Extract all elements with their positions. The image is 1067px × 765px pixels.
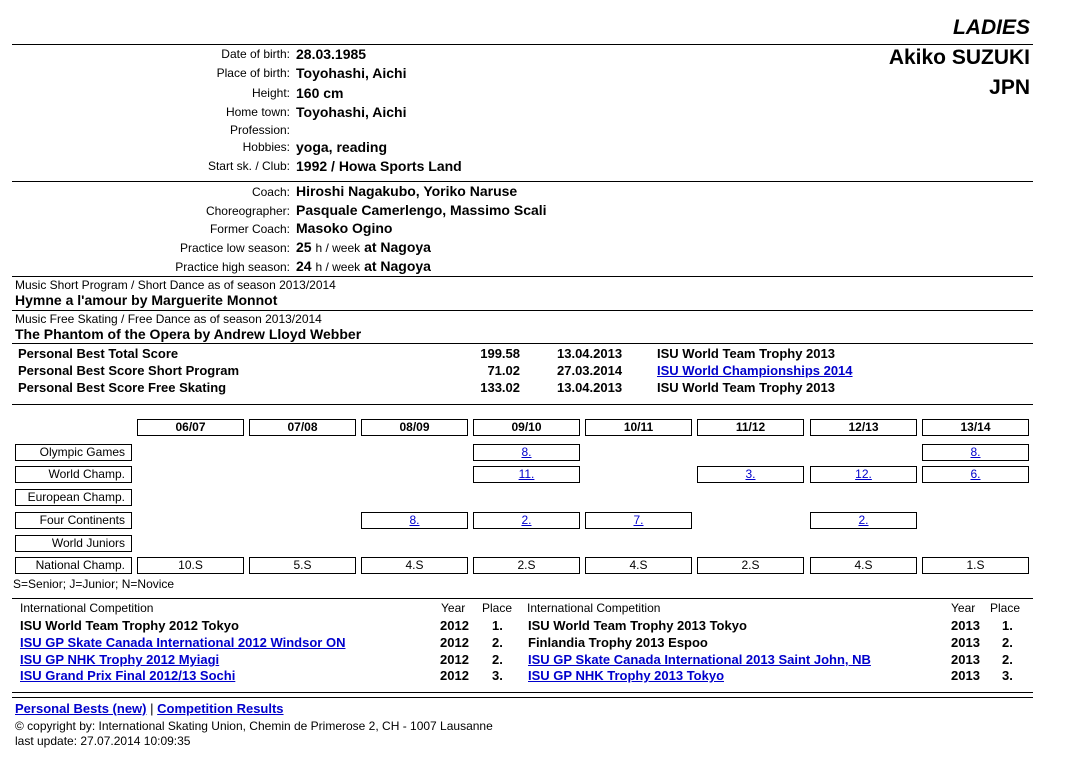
competition-link[interactable]: ISU Grand Prix Final 2012/13 Sochi	[20, 668, 236, 683]
result-cell: 5.S	[249, 557, 356, 574]
divider	[12, 697, 1033, 698]
year-header: Year	[441, 601, 466, 615]
divider	[12, 310, 1033, 311]
season-header: 11/12	[697, 419, 804, 436]
season-header: 12/13	[810, 419, 917, 436]
result-link-cell[interactable]	[473, 466, 580, 483]
season-header: 09/10	[473, 419, 580, 436]
music-short-title: Hymne a l'amour by Marguerite Monnot	[15, 292, 278, 308]
result-link[interactable]: 2.	[858, 513, 869, 527]
competition-place: 2.	[492, 635, 503, 650]
bio-label: Height:	[251, 86, 290, 100]
pb-event-link[interactable]: ISU World Championships 2014	[657, 363, 853, 378]
footer-separator: |	[150, 701, 154, 716]
category-title: LADIES	[952, 16, 1030, 39]
competition-year: 2013	[951, 652, 980, 667]
result-link-cell[interactable]	[473, 444, 580, 461]
competition-year: 2013	[951, 668, 980, 683]
practice-high-value: 24 h / week at Nagoya	[296, 258, 431, 274]
competition-link[interactable]: ISU GP Skate Canada International 2012 Windsor ON	[20, 635, 346, 650]
result-link-cell[interactable]	[922, 444, 1029, 461]
divider	[12, 404, 1033, 405]
comp-header: International Competition	[527, 601, 661, 615]
result-cell: 10.S	[137, 557, 244, 574]
divider	[12, 44, 1033, 45]
competition-year: 2013	[951, 635, 980, 650]
legend: S=Senior; J=Junior; N=Novice	[13, 577, 175, 591]
result-link-cell[interactable]	[697, 466, 804, 483]
place-header: Place	[990, 601, 1021, 615]
bio-value: yoga, reading	[296, 139, 388, 155]
practice-low-value: 25 h / week at Nagoya	[296, 239, 431, 255]
result-link-cell[interactable]	[810, 512, 917, 529]
divider	[12, 276, 1033, 277]
comp-header: International Competition	[20, 601, 154, 615]
result-link-cell[interactable]	[585, 512, 692, 529]
result-link[interactable]: 8.	[521, 445, 532, 459]
bio-value: 28.03.1985	[296, 46, 367, 62]
competition-place: 2.	[1002, 652, 1013, 667]
pb-event: ISU World Team Trophy 2013	[657, 346, 835, 361]
pb-label: Personal Best Score Short Program	[18, 363, 240, 378]
place-header: Place	[482, 601, 513, 615]
skater-nation: JPN	[989, 76, 1030, 99]
former-coach-label: Former Coach:	[209, 222, 290, 236]
result-cell: 2.S	[473, 557, 580, 574]
year-header: Year	[951, 601, 976, 615]
pb-label: Personal Best Score Free Skating	[18, 380, 227, 395]
competition-year: 2013	[951, 618, 980, 633]
bio-value: Toyohashi, Aichi	[296, 104, 407, 120]
competition-name: ISU World Team Trophy 2012 Tokyo	[20, 618, 239, 633]
music-short-heading: Music Short Program / Short Dance as of season 2013/2014	[15, 278, 336, 292]
result-row-label: World Champ.	[15, 466, 132, 483]
result-row-label: National Champ.	[15, 557, 132, 574]
competition-year: 2012	[440, 635, 469, 650]
competition-link[interactable]: ISU GP NHK Trophy 2012 Myiagi	[20, 652, 220, 667]
result-link[interactable]: 6.	[970, 467, 981, 481]
bio-label: Home town:	[225, 105, 290, 119]
practice-low-label: Practice low season:	[179, 241, 290, 255]
pb-date: 13.04.2013	[557, 380, 623, 395]
result-link-cell[interactable]	[810, 466, 917, 483]
bio-label: Date of birth:	[221, 47, 290, 61]
pb-date: 13.04.2013	[557, 346, 623, 361]
coach-label: Coach:	[251, 185, 290, 199]
season-header: 10/11	[585, 419, 692, 436]
bio-label: Profession:	[229, 123, 290, 137]
choreographer-value: Pasquale Camerlengo, Massimo Scali	[296, 202, 547, 218]
pb-label: Personal Best Total Score	[18, 346, 179, 361]
season-header: 13/14	[922, 419, 1029, 436]
result-link[interactable]: 7.	[633, 513, 644, 527]
competition-name: ISU World Team Trophy 2013 Tokyo	[528, 618, 747, 633]
pb-score: 71.02	[487, 363, 520, 378]
competition-place: 2.	[1002, 635, 1013, 650]
divider	[12, 598, 1033, 599]
competition-place: 1.	[1002, 618, 1013, 633]
season-header: 07/08	[249, 419, 356, 436]
competition-name: Finlandia Trophy 2013 Espoo	[528, 635, 708, 650]
result-link[interactable]: 12.	[855, 467, 872, 481]
competition-place: 3.	[492, 668, 503, 683]
bio-value: Toyohashi, Aichi	[296, 65, 407, 81]
result-cell: 4.S	[585, 557, 692, 574]
result-cell: 1.S	[922, 557, 1029, 574]
personal-bests-link[interactable]: Personal Bests (new)	[15, 701, 147, 716]
footer-links	[15, 701, 284, 716]
pb-score: 133.02	[480, 380, 520, 395]
result-link-cell[interactable]	[473, 512, 580, 529]
result-link[interactable]: 11.	[518, 467, 535, 481]
last-update: last update: 27.07.2014 10:09:35	[15, 734, 191, 748]
competition-place: 2.	[492, 652, 503, 667]
practice-high-label: Practice high season:	[175, 260, 290, 274]
coach-value: Hiroshi Nagakubo, Yoriko Naruse	[296, 183, 518, 199]
result-link[interactable]: 8.	[970, 445, 981, 459]
divider	[12, 181, 1033, 182]
bio-label: Start sk. / Club:	[207, 159, 290, 173]
result-cell: 4.S	[361, 557, 468, 574]
competition-link[interactable]: ISU GP Skate Canada International 2013 Saint John, NB	[528, 652, 871, 667]
music-free-title: The Phantom of the Opera by Andrew Lloyd Webber	[15, 326, 362, 342]
competition-place: 3.	[1002, 668, 1013, 683]
competition-year: 2012	[440, 668, 469, 683]
result-row-label: World Juniors	[15, 535, 132, 552]
result-row-label: Four Continents	[15, 512, 132, 529]
season-header: 08/09	[361, 419, 468, 436]
pb-event: ISU World Team Trophy 2013	[657, 380, 835, 395]
result-link[interactable]: 3.	[745, 467, 756, 481]
result-link-cell[interactable]	[361, 512, 468, 529]
competition-link[interactable]: ISU GP NHK Trophy 2013 Tokyo	[528, 668, 725, 683]
competition-place: 1.	[492, 618, 503, 633]
result-link[interactable]: 2.	[521, 513, 532, 527]
bio-value: 1992 / Howa Sports Land	[296, 158, 462, 174]
choreographer-label: Choreographer:	[205, 204, 290, 218]
bio-value: 160 cm	[296, 85, 344, 101]
bio-label: Place of birth:	[216, 66, 290, 80]
result-row-label: Olympic Games	[15, 444, 132, 461]
pb-score: 199.58	[480, 346, 520, 361]
result-link-cell[interactable]	[922, 466, 1029, 483]
bio-label: Hobbies:	[242, 140, 290, 154]
competition-year: 2012	[440, 618, 469, 633]
result-cell: 2.S	[697, 557, 804, 574]
result-cell: 4.S	[810, 557, 917, 574]
music-free-heading: Music Free Skating / Free Dance as of season 2013/2014	[15, 312, 322, 326]
result-row-label: European Champ.	[15, 489, 132, 506]
competition-results-link[interactable]: Competition Results	[157, 701, 284, 716]
pb-date: 27.03.2014	[557, 363, 623, 378]
season-header: 06/07	[137, 419, 244, 436]
divider	[12, 692, 1033, 693]
former-coach-value: Masoko Ogino	[296, 220, 393, 236]
competition-year: 2012	[440, 652, 469, 667]
skater-name: Akiko SUZUKI	[888, 46, 1030, 69]
copyright: © copyright by: International Skating Union, Chemin de Primerose 2, CH - 1007 Lausanne	[15, 719, 493, 733]
result-link[interactable]: 8.	[409, 513, 420, 527]
divider	[12, 343, 1033, 344]
